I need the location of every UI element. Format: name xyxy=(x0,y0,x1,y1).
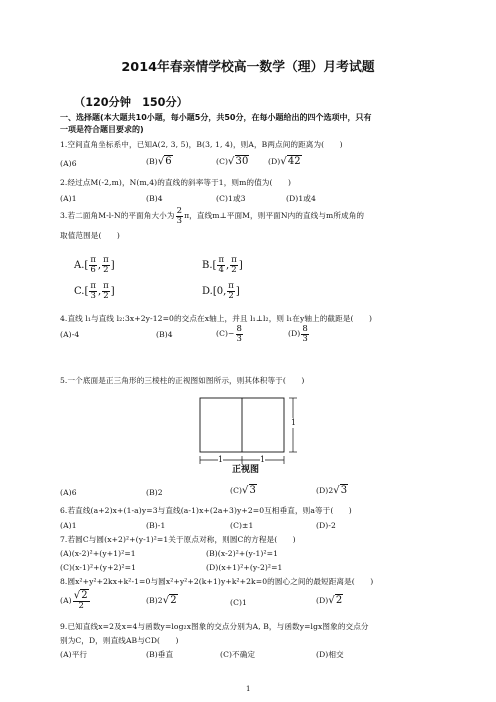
q8-stem: 8.圆x²+y²+2kx+k²-1=0与圆x²+y²+2(k+1)y+k²+2k=0的圆心之间的最短距离是( ) xyxy=(60,577,374,586)
front-view-figure xyxy=(198,396,302,466)
page-title: 2014年春亲情学校高一数学（理）月考试题 xyxy=(121,60,375,75)
q6-option-b: (B)-1 xyxy=(146,521,166,530)
q8-option-a: (A) $\frac{√2}{2}$ xyxy=(60,590,88,611)
q3-option-d: D.[0, $\frac{\pi}{2}$ ] xyxy=(202,281,240,301)
q1-stem: 1.空间直角坐标系中，已知A(2, 3, 5)，B(3, 1, 4)，则A，B两点间的距离为( ) xyxy=(60,140,343,149)
q1-option-b: (B)√6 xyxy=(146,156,172,167)
q4-option-c: (C)− $\frac{8}{3}$ xyxy=(216,323,243,344)
q5-option-a: (A)6 xyxy=(60,488,77,497)
q1-option-c: (C)√30 xyxy=(216,156,249,167)
q3-option-b: B.[ $\frac{\pi}{4}$ , $\frac{\pi}{2}$ ] xyxy=(202,255,243,275)
q2-option-b: (B)4 xyxy=(146,194,163,203)
q5-option-b: (B)2 xyxy=(146,488,163,497)
q6-stem: 6.若直线(a+2)x+(1-a)y=3与直线(a-1)x+(2a+3)y+2=0互相垂直，则a等于( ) xyxy=(60,506,352,515)
q6-option-d: (D)-2 xyxy=(316,521,336,530)
q9-option-b: (B)垂直 xyxy=(146,650,174,659)
q2-option-a: (A)1 xyxy=(60,194,77,203)
q1-option-d: (D)√42 xyxy=(268,156,301,167)
figure-label-height: 1 xyxy=(291,418,297,427)
q3-option-a: A.[ $\frac{\pi}{6}$ , $\frac{\pi}{2}$ ] xyxy=(74,255,115,275)
front-view-diagram xyxy=(198,396,302,466)
q9-option-a: (A)平行 xyxy=(60,650,88,659)
section-heading-line2: 一项是符合题目要求的) xyxy=(60,125,144,134)
page-number: 1 xyxy=(246,685,251,693)
q5-option-d: (D)2√3 xyxy=(316,485,348,496)
q8-option-b: (B)2√2 xyxy=(146,595,177,606)
q4-stem: 4.直线 l₁与直线 l₂:3x+2y-12=0的交点在x轴上，并且 l₁⊥l₂，则 l₁在y轴上的截距是( ) xyxy=(60,314,373,323)
figure-label-left: 1 xyxy=(218,455,224,464)
q7-option-c: (C)(x-1)²+(y+2)²=1 xyxy=(60,563,137,572)
q8-option-d: (D)√2 xyxy=(316,595,343,606)
q9-option-d: (D)相交 xyxy=(316,650,344,659)
q1-option-a: (A)6 xyxy=(60,159,77,168)
q9-stem-line1: 9.已知直线x=2及x=4与函数y=log₂x图象的交点分别为A, B，与函数y=lgx图象的交点分 xyxy=(60,622,369,631)
q9-option-c: (C)不确定 xyxy=(220,650,256,659)
q2-stem: 2.经过点M(-2,m)，N(m,4)的直线的斜率等于1，则m的值为( ) xyxy=(60,178,292,187)
q9-stem-line2: 别为C，D，则直线AB与CD( ) xyxy=(60,636,179,645)
q4-option-d: (D) $\frac{8}{3}$ xyxy=(288,323,308,344)
q3-option-c: C.[ $\frac{\pi}{3}$ , $\frac{\pi}{2}$ ] xyxy=(74,281,115,301)
q7-option-a: (A)(x-2)²+(y+1)²=1 xyxy=(60,549,136,558)
q5-stem: 5.一个底面是正三角形的三棱柱的正视图如图所示，则其体积等于( ) xyxy=(60,376,305,385)
q2-option-c: (C)1或3 xyxy=(216,194,246,203)
q8-option-c: (C)1 xyxy=(230,598,247,607)
q4-option-a: (A)-4 xyxy=(60,330,80,339)
section-heading-line1: 一、选择题(本大题共10小题，每小题5分，共50分，在每小题给出的四个选项中，只有 xyxy=(60,113,372,122)
figure-caption: 正视图 xyxy=(232,465,260,475)
q5-option-c: (C)√3 xyxy=(230,485,256,496)
q7-option-b: (B)(x-2)²+(y-1)²=1 xyxy=(206,549,279,558)
q6-option-a: (A)1 xyxy=(60,521,77,530)
q3-stem: 3.若二面角M-l-N的平面角大小为 $\frac{2}{3}$ π，直线m⊥平面M，则平面N内的直线与m所成角的 xyxy=(60,205,365,226)
figure-label-mid: 1 xyxy=(260,455,266,464)
exam-timing: （120分钟 150分） xyxy=(74,96,188,109)
q6-option-c: (C)±1 xyxy=(230,521,254,530)
q7-option-d: (D)(x+1)²+(y-2)²=1 xyxy=(206,563,283,572)
q4-option-b: (B)4 xyxy=(156,330,173,339)
q2-option-d: (D)1或4 xyxy=(286,194,316,203)
q7-stem: 7.若圆C与圆(x+2)²+(y-1)²=1关于原点对称，则圆C的方程是( ) xyxy=(60,535,296,544)
q3-stem-line2: 取值范围是( ) xyxy=(60,231,120,240)
